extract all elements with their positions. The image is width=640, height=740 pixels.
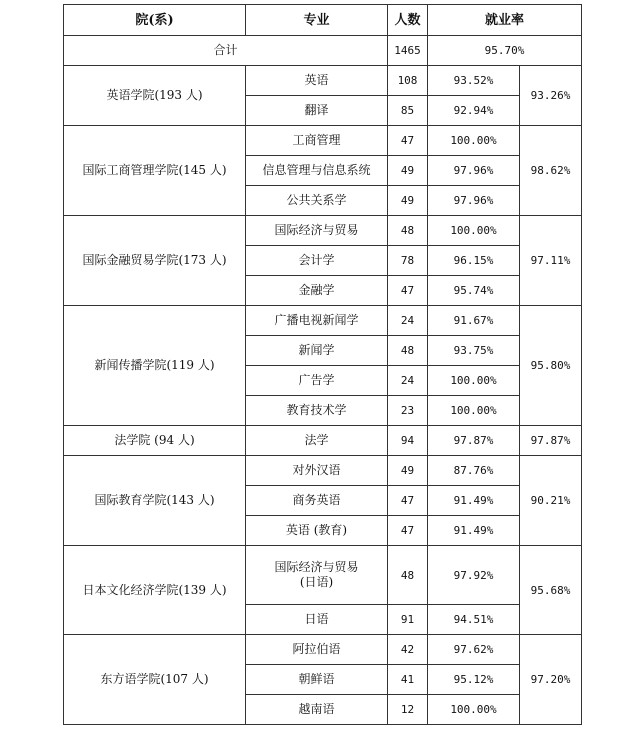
major-count: 108 [388, 66, 428, 96]
major-name: 金融学 [246, 276, 388, 306]
college-name: 东方语学院(107 人) [64, 635, 246, 725]
college-name: 国际工商管理学院(145 人) [64, 126, 246, 216]
college-rate: 93.26% [520, 66, 582, 126]
major-rate: 100.00% [428, 126, 520, 156]
major-rate: 97.96% [428, 156, 520, 186]
header-college: 院(系) [64, 5, 246, 36]
college-rate: 95.80% [520, 306, 582, 426]
major-name: 公共关系学 [246, 186, 388, 216]
total-count: 1465 [388, 36, 428, 66]
major-rate: 97.96% [428, 186, 520, 216]
major-count: 78 [388, 246, 428, 276]
major-name: 阿拉伯语 [246, 635, 388, 665]
major-count: 24 [388, 306, 428, 336]
college-rate: 98.62% [520, 126, 582, 216]
college-rate: 95.68% [520, 546, 582, 635]
major-name: 商务英语 [246, 486, 388, 516]
table-row [64, 635, 582, 665]
major-name: 工商管理 [246, 126, 388, 156]
major-rate: 100.00% [428, 366, 520, 396]
major-name: 英语 [246, 66, 388, 96]
table-row [64, 426, 582, 456]
major-name: 英语 (教育) [246, 516, 388, 546]
major-rate: 92.94% [428, 96, 520, 126]
major-rate: 87.76% [428, 456, 520, 486]
total-row [64, 36, 582, 66]
major-count: 47 [388, 486, 428, 516]
major-rate: 95.74% [428, 276, 520, 306]
major-name: 日语 [246, 605, 388, 635]
college-rate: 97.11% [520, 216, 582, 306]
major-rate: 91.49% [428, 516, 520, 546]
major-rate: 94.51% [428, 605, 520, 635]
college-rate: 97.87% [520, 426, 582, 456]
major-name: 对外汉语 [246, 456, 388, 486]
header-major: 专业 [246, 5, 388, 36]
major-name: 教育技术学 [246, 396, 388, 426]
major-count: 91 [388, 605, 428, 635]
college-name: 新闻传播学院(119 人) [64, 306, 246, 426]
major-rate: 91.49% [428, 486, 520, 516]
major-name: 新闻学 [246, 336, 388, 366]
major-count: 48 [388, 336, 428, 366]
major-count: 47 [388, 516, 428, 546]
major-count: 48 [388, 546, 428, 605]
major-rate: 100.00% [428, 216, 520, 246]
table-row [64, 216, 582, 246]
major-name [246, 546, 388, 605]
major-name: 越南语 [246, 695, 388, 725]
major-count: 49 [388, 156, 428, 186]
major-name-line1: 国际经济与贸易 [274, 560, 359, 574]
total-rate: 95.70% [428, 36, 582, 66]
major-rate: 97.87% [428, 426, 520, 456]
major-name: 法学 [246, 426, 388, 456]
table-row [64, 126, 582, 156]
table-row [64, 546, 582, 605]
major-count: 94 [388, 426, 428, 456]
major-count: 85 [388, 96, 428, 126]
table-row [64, 456, 582, 486]
header-row [64, 5, 582, 36]
college-name: 英语学院(193 人) [64, 66, 246, 126]
major-name: 广告学 [246, 366, 388, 396]
major-name-line2: (日语) [299, 575, 334, 589]
major-rate: 100.00% [428, 396, 520, 426]
college-name: 国际金融贸易学院(173 人) [64, 216, 246, 306]
major-rate: 97.62% [428, 635, 520, 665]
major-rate: 100.00% [428, 695, 520, 725]
college-name: 国际教育学院(143 人) [64, 456, 246, 546]
total-label: 合计 [64, 36, 388, 66]
major-count: 48 [388, 216, 428, 246]
major-count: 47 [388, 126, 428, 156]
major-count: 24 [388, 366, 428, 396]
major-name: 朝鲜语 [246, 665, 388, 695]
major-count: 12 [388, 695, 428, 725]
major-name: 国际经济与贸易 [246, 216, 388, 246]
major-rate: 95.12% [428, 665, 520, 695]
college-name: 法学院 (94 人) [64, 426, 246, 456]
major-count: 49 [388, 186, 428, 216]
employment-table [63, 4, 582, 725]
major-count: 23 [388, 396, 428, 426]
header-rate: 就业率 [428, 5, 582, 36]
major-rate: 97.92% [428, 546, 520, 605]
table-row [64, 306, 582, 336]
major-rate: 93.75% [428, 336, 520, 366]
college-rate: 90.21% [520, 456, 582, 546]
major-count: 41 [388, 665, 428, 695]
major-rate: 96.15% [428, 246, 520, 276]
major-rate: 93.52% [428, 66, 520, 96]
table-row [64, 66, 582, 96]
major-count: 42 [388, 635, 428, 665]
major-count: 47 [388, 276, 428, 306]
major-name: 翻译 [246, 96, 388, 126]
major-name: 会计学 [246, 246, 388, 276]
major-name: 广播电视新闻学 [246, 306, 388, 336]
college-rate: 97.20% [520, 635, 582, 725]
major-count: 49 [388, 456, 428, 486]
major-rate: 91.67% [428, 306, 520, 336]
major-name: 信息管理与信息系统 [246, 156, 388, 186]
college-name: 日本文化经济学院(139 人) [64, 546, 246, 635]
header-count: 人数 [388, 5, 428, 36]
